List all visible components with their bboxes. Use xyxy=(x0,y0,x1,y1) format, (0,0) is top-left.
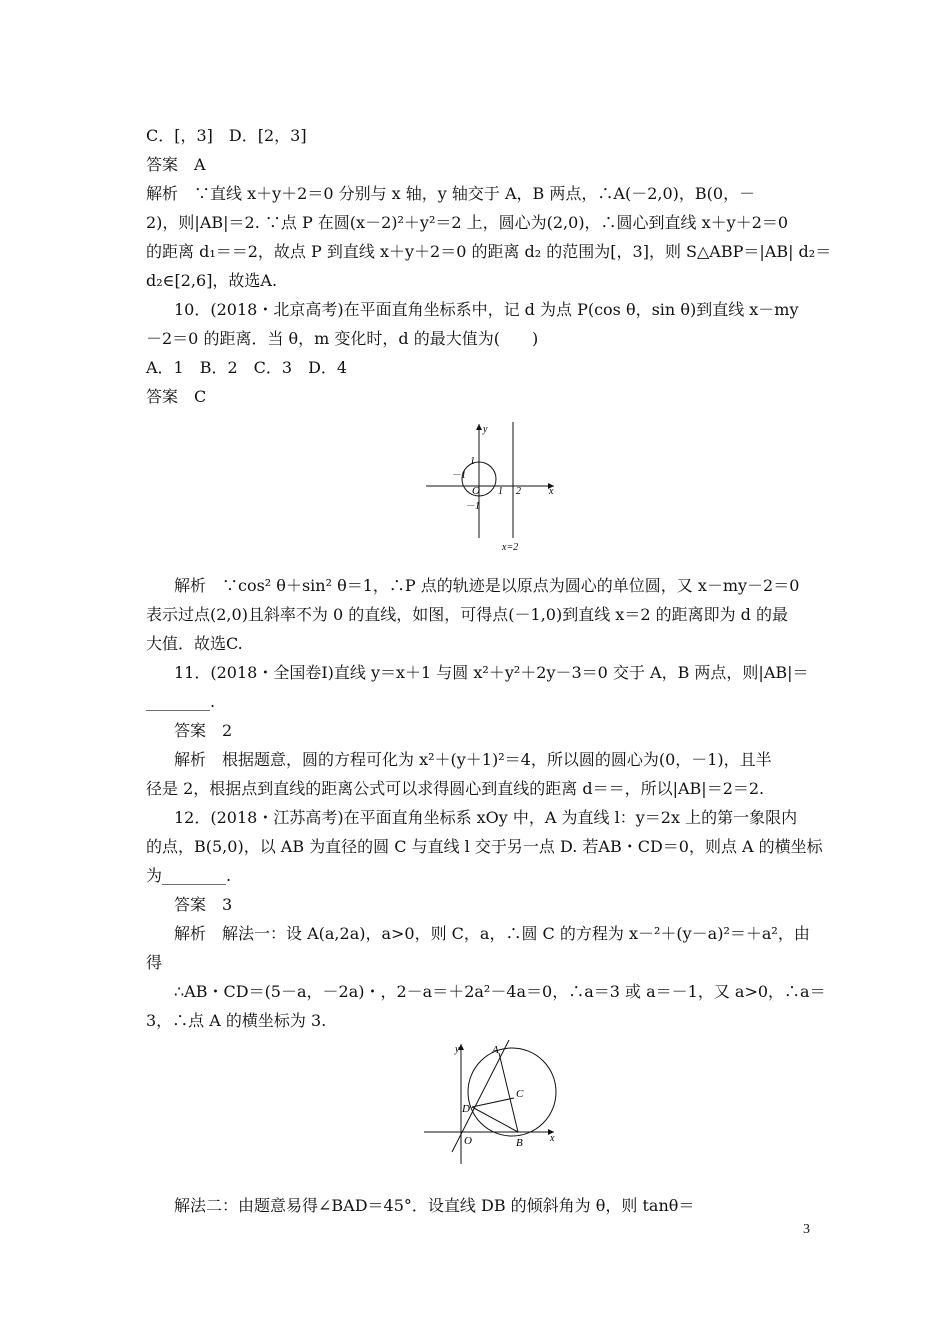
text-line: d₂∈[2,6]，故选A. xyxy=(146,271,278,290)
tick-2: 2 xyxy=(516,486,521,497)
text-line-options-cd: C．[，3] D．[2，3] xyxy=(146,126,307,145)
text-line: －2＝0 的距离．当 θ，m 变化时，d 的最大值为( ) xyxy=(146,329,539,348)
question-11: 11．(2018・全国卷Ⅰ)直线 y＝x＋1 与圆 x²＋y²＋2y－3＝0 交于 A，B 两点，则|AB|＝ xyxy=(174,663,809,682)
text-line: ∴AB・CD＝(5－a，－2a)・，2－a＝＋2a²－4a＝0，∴a＝3 或 a＝－1，又 a>0，∴a＝ xyxy=(174,982,826,1001)
options-10: A．1 B．2 C．3 D．4 xyxy=(146,358,348,377)
tick-1-top: 1 xyxy=(470,456,475,467)
point-a-label: A xyxy=(492,1044,499,1056)
question-12: 12．(2018・江苏高考)在平面直角坐标系 xOy 中，A 为直线 l：y＝2x 上的第一象限内 xyxy=(174,808,798,827)
figure-unit-circle xyxy=(420,420,560,560)
text-line: 3，∴点 A 的横坐标为 3. xyxy=(146,1011,327,1030)
text-line: 表示过点(2,0)且斜率不为 0 的直线，如图，可得点(－1,0)到直线 x＝2 的距离即为 d 的最 xyxy=(146,605,789,624)
text-line: 解析 ∵直线 x＋y＋2＝0 分别与 x 轴，y 轴交于 A，B 两点，∴A(－2,0)，B(0，－ xyxy=(146,184,756,203)
text-line: 得 xyxy=(146,953,163,972)
origin-label: O xyxy=(464,1135,472,1147)
point-c-label: C xyxy=(516,1088,524,1100)
axis-x-label: x xyxy=(550,1133,555,1144)
text-line: 大值．故选C. xyxy=(146,634,243,653)
text-line: 解析 解法一：设 A(a,2a)，a>0，则 C，a，∴圆 C 的方程为 x－²＋(y－a)²＝＋a²，由 xyxy=(174,924,810,943)
point-d-label: D xyxy=(462,1103,470,1115)
tick-neg1-bottom: －1 xyxy=(465,501,480,512)
text-line-method-two: 解法二：由题意易得∠BAD＝45°．设直线 DB 的倾斜角为 θ，则 tanθ＝ xyxy=(174,1196,695,1215)
text-line: 解析 ∵cos² θ＋sin² θ＝1，∴P 点的轨迹是以原点为圆心的单位圆，又 x－my－2＝0 xyxy=(174,576,800,595)
text-line: 的距离 d₁＝＝2，故点 P 到直线 x＋y＋2＝0 的距离 d₂ 的范围为[，3]，则 S△ABP＝|AB| d₂＝ xyxy=(146,242,832,261)
tick-neg1-left: －1 xyxy=(451,470,466,481)
text-line: 的点，B(5,0)，以 AB 为直径的圆 C 与直线 l 交于另一点 D. 若AB・CD＝0，则点 A 的横坐标 xyxy=(146,837,823,856)
blank-11: ________. xyxy=(146,692,216,711)
axis-x-label: x xyxy=(549,486,554,497)
point-b-label: B xyxy=(516,1137,523,1149)
origin-label: O xyxy=(472,485,480,497)
text-line: 解析 根据题意，圆的方程可化为 x²＋(y＋1)²＝4，所以圆的圆心为(0，－1)，且半 xyxy=(174,750,772,769)
figure-circle-abd xyxy=(420,1040,560,1180)
axis-y-label: y xyxy=(455,1044,460,1055)
question-10: 10．(2018・北京高考)在平面直角坐标系中，记 d 为点 P(cos θ，sin θ)到直线 x－my xyxy=(174,300,799,319)
page-number: 3 xyxy=(803,1222,810,1237)
text-line-answer-9: 答案 A xyxy=(146,155,206,174)
text-line: 2)，则|AB|＝2. ∵点 P 在圆(x－2)²＋y²＝2 上，圆心为(2,0)，∴圆心到直线 x＋y＋2＝0 xyxy=(146,213,789,232)
line-x2-label: x=2 xyxy=(502,542,519,553)
answer-12: 答案 3 xyxy=(174,895,233,914)
tick-1-right: 1 xyxy=(498,486,503,497)
blank-12: 为________. xyxy=(146,866,232,885)
answer-10: 答案 C xyxy=(146,387,207,406)
answer-11: 答案 2 xyxy=(174,721,233,740)
text-line: 径是 2，根据点到直线的距离公式可以求得圆心到直线的距离 d＝＝，所以|AB|＝2＝2. xyxy=(146,779,765,798)
axis-y-label: y xyxy=(483,424,488,435)
